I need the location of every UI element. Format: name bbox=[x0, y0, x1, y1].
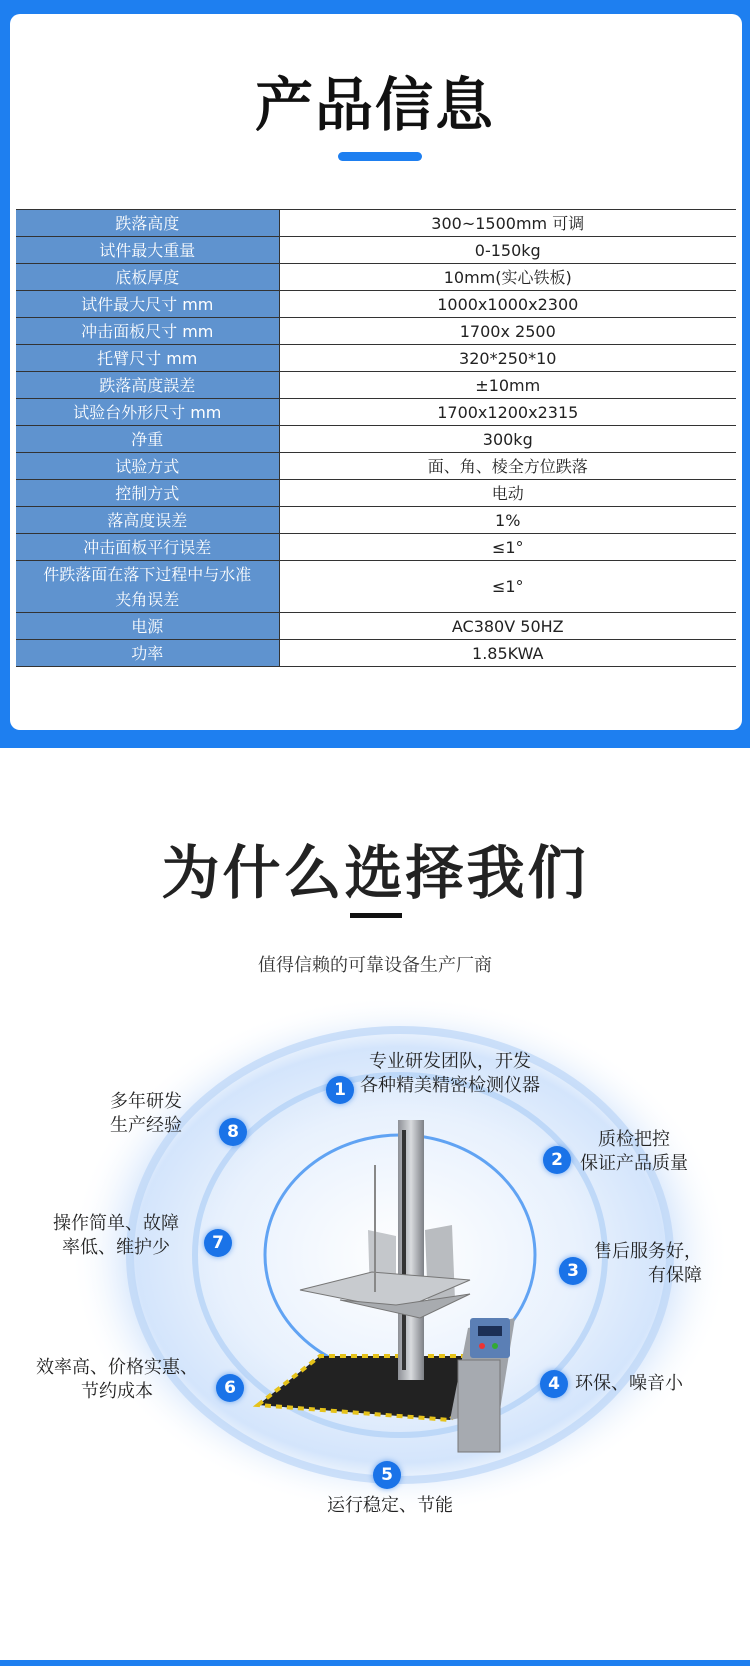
spec-value: 1.85KWA bbox=[279, 640, 736, 667]
table-row bbox=[16, 345, 736, 372]
table-row bbox=[16, 640, 736, 667]
badge-3: 3 bbox=[559, 1257, 587, 1285]
why-us-subtitle: 值得信赖的可靠设备生产厂商 bbox=[258, 955, 492, 976]
spec-value: AC380V 50HZ bbox=[279, 613, 736, 640]
feature-line: 操作简单、故障 bbox=[53, 1213, 179, 1234]
spec-value: 1700x1200x2315 bbox=[279, 399, 736, 426]
feature-line: 多年研发 bbox=[110, 1091, 182, 1112]
badge-8: 8 bbox=[219, 1118, 247, 1146]
spec-value: 1700x 2500 bbox=[279, 318, 736, 345]
spec-key: 冲击面板平行误差 bbox=[16, 534, 279, 561]
feature-6-text bbox=[36, 1356, 198, 1404]
table-row bbox=[16, 210, 736, 237]
feature-line: 生产经验 bbox=[110, 1115, 182, 1136]
spec-value: 面、角、棱全方位跌落 bbox=[279, 453, 736, 480]
spec-key: 试验方式 bbox=[16, 453, 279, 480]
spec-key: 落高度误差 bbox=[16, 507, 279, 534]
feature-7-text bbox=[53, 1212, 179, 1260]
spec-table bbox=[16, 209, 736, 667]
feature-line: 节约成本 bbox=[81, 1381, 153, 1402]
spec-value: 电动 bbox=[279, 480, 736, 507]
table-row bbox=[16, 372, 736, 399]
why-us-title: 为什么选择我们 bbox=[161, 839, 589, 907]
spec-key: 跌落高度誤差 bbox=[16, 372, 279, 399]
feature-line: 率低、维护少 bbox=[62, 1237, 170, 1258]
table-row bbox=[16, 264, 736, 291]
spec-value: 1000x1000x2300 bbox=[279, 291, 736, 318]
bottom-bar bbox=[0, 1660, 750, 1666]
feature-line: 质检把控 bbox=[598, 1129, 670, 1150]
spec-key: 托臂尺寸 mm bbox=[16, 345, 279, 372]
spec-key: 控制方式 bbox=[16, 480, 279, 507]
feature-5-text bbox=[315, 1494, 465, 1518]
spec-key: 试验台外形尺寸 mm bbox=[16, 399, 279, 426]
title-underline bbox=[350, 913, 402, 918]
feature-4-text bbox=[575, 1372, 683, 1396]
table-row bbox=[16, 613, 736, 640]
product-info-title: 产品信息 bbox=[254, 71, 495, 139]
feature-line: 售后服务好， bbox=[594, 1241, 702, 1262]
table-row bbox=[16, 237, 736, 264]
feature-1-text bbox=[360, 1050, 540, 1098]
spec-key: 试件最大尺寸 mm bbox=[16, 291, 279, 318]
table-row bbox=[16, 534, 736, 561]
table-row bbox=[16, 291, 736, 318]
spec-value: 320*250*10 bbox=[279, 345, 736, 372]
table-row bbox=[16, 480, 736, 507]
badge-1: 1 bbox=[326, 1076, 354, 1104]
table-row bbox=[16, 561, 736, 613]
feature-line: 专业研发团队，开发 bbox=[369, 1051, 531, 1072]
spec-value: 300kg bbox=[279, 426, 736, 453]
spec-value: 10mm(实心铁板) bbox=[279, 264, 736, 291]
badge-2: 2 bbox=[543, 1146, 571, 1174]
table-row bbox=[16, 507, 736, 534]
feature-line: 运行稳定、节能 bbox=[327, 1495, 453, 1516]
spec-value: 1% bbox=[279, 507, 736, 534]
feature-2-text bbox=[580, 1128, 688, 1176]
table-row bbox=[16, 453, 736, 480]
feature-line: 环保、噪音小 bbox=[575, 1373, 683, 1394]
spec-value: ±10mm bbox=[279, 372, 736, 399]
feature-line: 有保障 bbox=[648, 1265, 702, 1286]
spec-value: 300~1500mm 可调 bbox=[279, 210, 736, 237]
spec-key: 跌落高度 bbox=[16, 210, 279, 237]
spec-key-line: 夹角误差 bbox=[115, 589, 180, 609]
feature-8-text bbox=[110, 1090, 182, 1138]
badge-6: 6 bbox=[216, 1374, 244, 1402]
spec-key: 功率 bbox=[16, 640, 279, 667]
feature-3-text bbox=[594, 1240, 702, 1288]
feature-line: 各种精美精密检测仪器 bbox=[360, 1075, 540, 1096]
spec-key: 底板厚度 bbox=[16, 264, 279, 291]
badge-4: 4 bbox=[540, 1370, 568, 1398]
spec-key bbox=[16, 561, 279, 613]
spec-key: 试件最大重量 bbox=[16, 237, 279, 264]
spec-key: 电源 bbox=[16, 613, 279, 640]
table-row bbox=[16, 426, 736, 453]
feature-line: 保证产品质量 bbox=[580, 1153, 688, 1174]
badge-5: 5 bbox=[373, 1461, 401, 1489]
table-row bbox=[16, 318, 736, 345]
badge-7: 7 bbox=[204, 1229, 232, 1257]
spec-key-line: 件跌落面在落下过程中与水准 bbox=[43, 564, 252, 584]
spec-value: ≤1° bbox=[279, 534, 736, 561]
spec-value: ≤1° bbox=[279, 561, 736, 613]
feature-line: 效率高、价格实惠、 bbox=[36, 1357, 198, 1378]
spec-value: 0-150kg bbox=[279, 237, 736, 264]
title-underline bbox=[338, 152, 422, 161]
spec-key: 冲击面板尺寸 mm bbox=[16, 318, 279, 345]
spec-key: 净重 bbox=[16, 426, 279, 453]
table-row bbox=[16, 399, 736, 426]
features-diagram bbox=[0, 1000, 750, 1560]
